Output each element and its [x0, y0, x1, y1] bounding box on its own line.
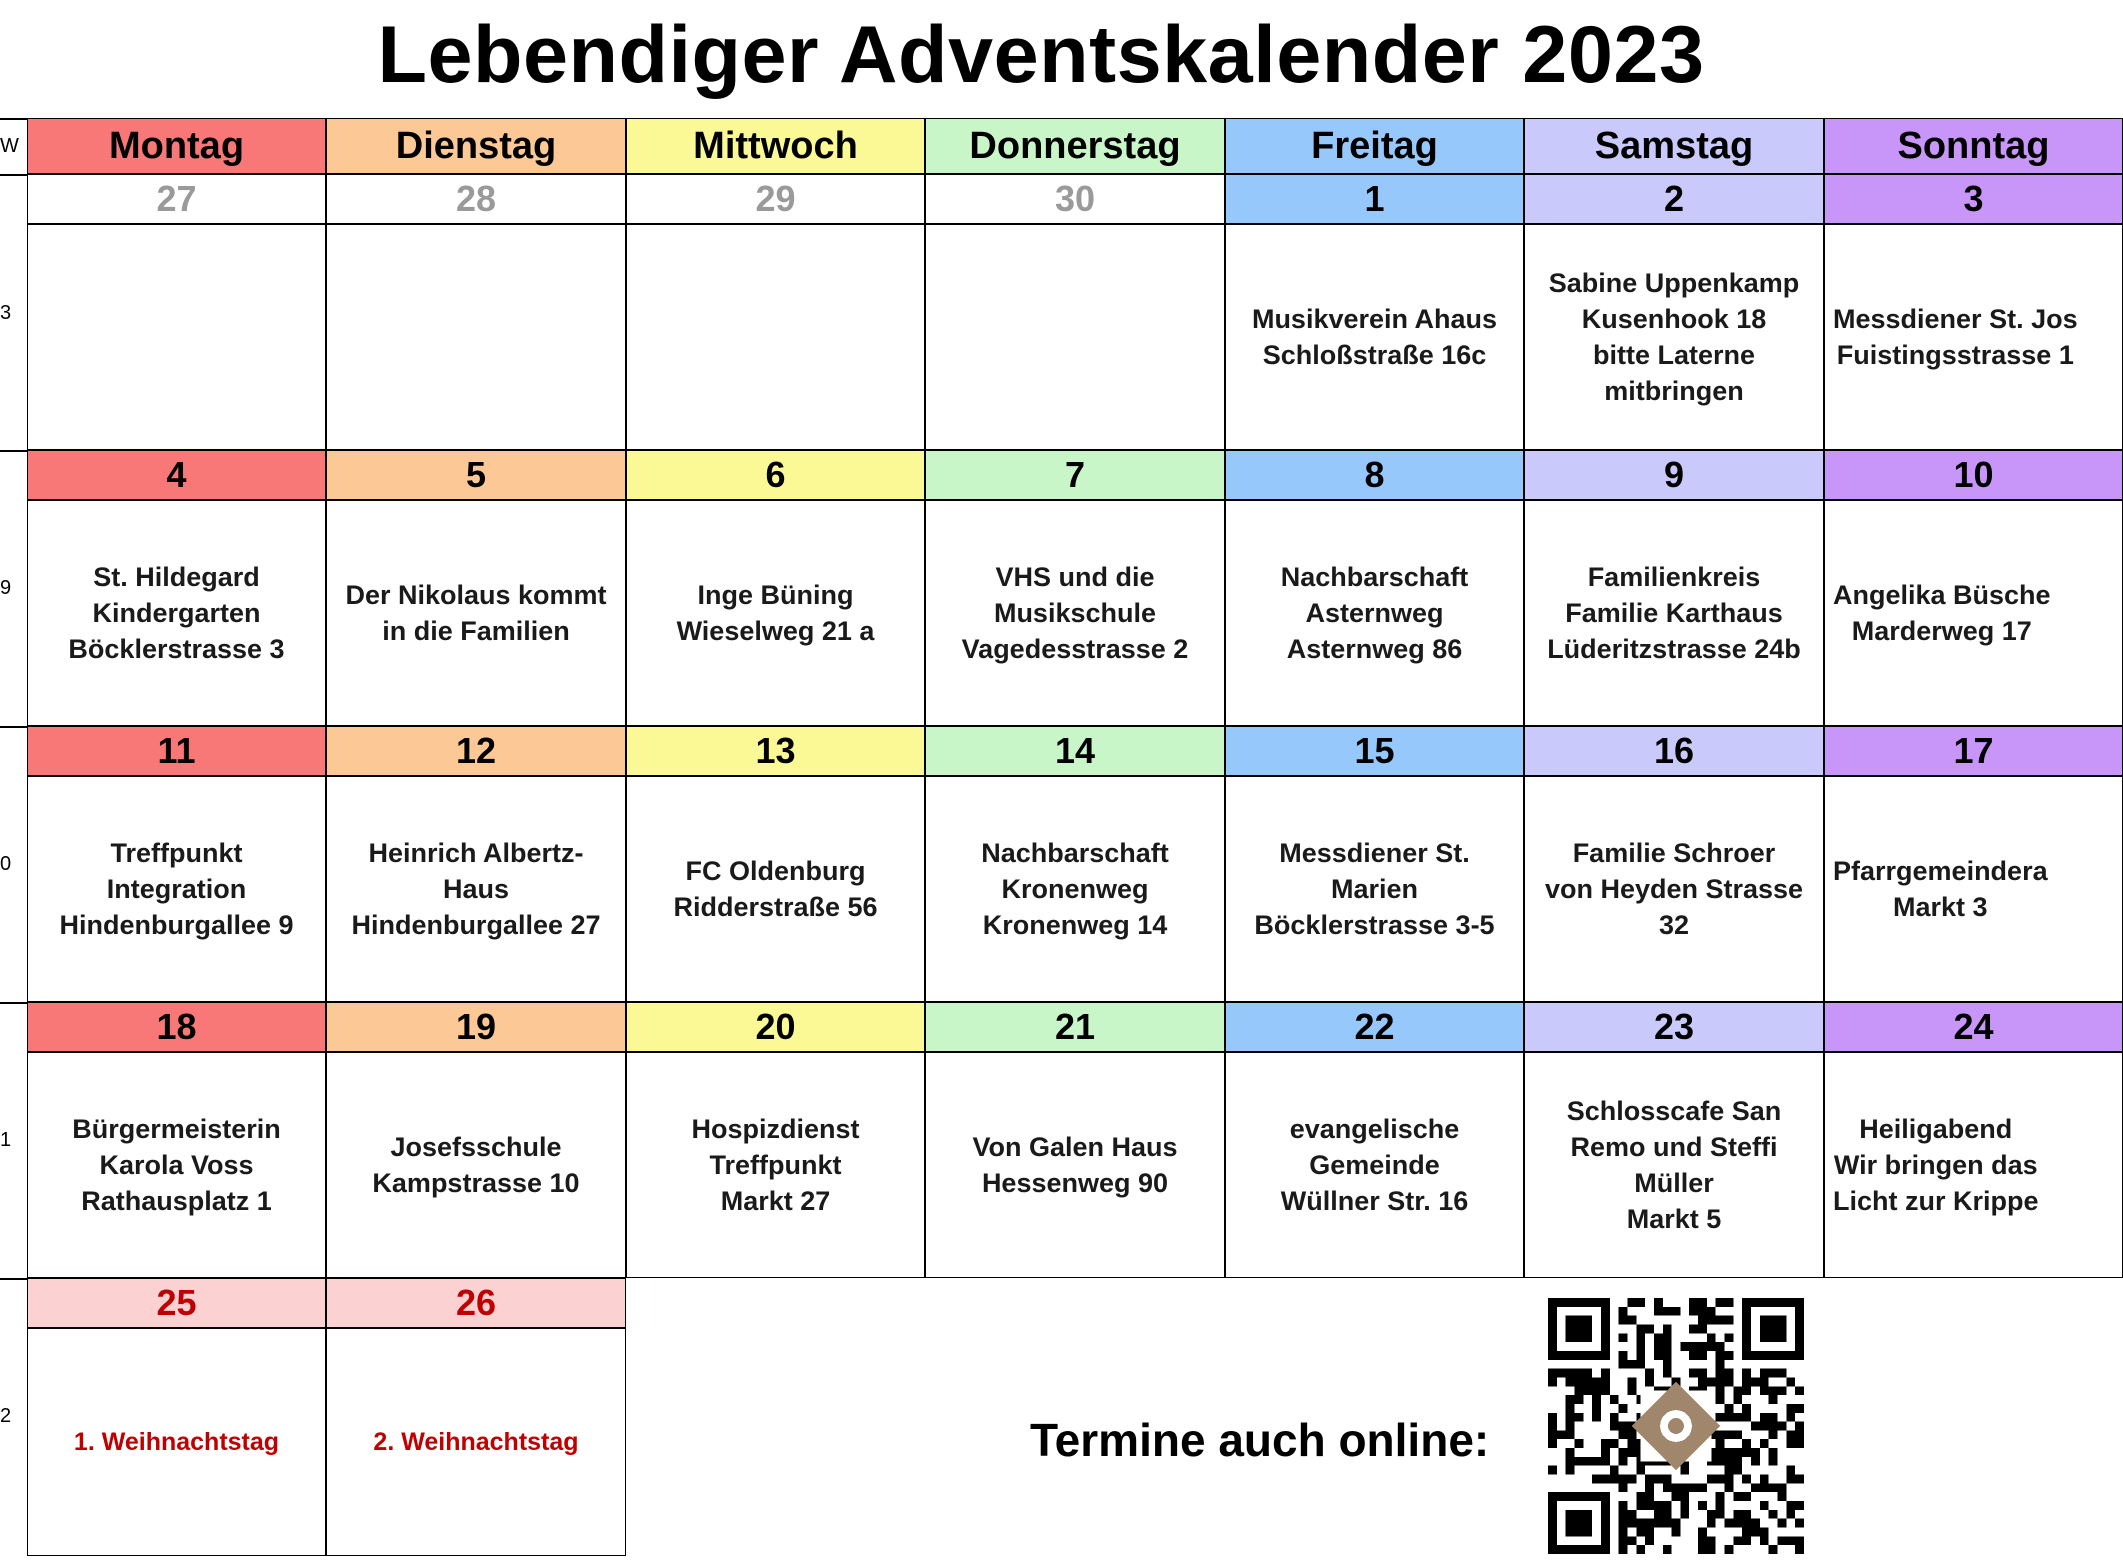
day-number: 16	[1524, 726, 1824, 776]
week-number: 2	[0, 1405, 12, 1427]
day-number: 4	[27, 450, 326, 500]
day-event: Musikverein Ahaus Schloßstraße 16c	[1225, 224, 1524, 450]
day-event: Nachbarschaft Asternweg Asternweg 86	[1225, 500, 1524, 726]
day-number: 10	[1824, 450, 2123, 500]
day-event: Treffpunkt Integration Hindenburgallee 9	[27, 776, 326, 1002]
day-event: Josefsschule Kampstrasse 10	[326, 1052, 626, 1278]
weekday-header-4: Freitag	[1225, 118, 1524, 174]
day-event: VHS und die Musikschule Vagedesstrasse 2	[925, 500, 1225, 726]
day-event: 2. Weihnachtstag	[326, 1328, 626, 1556]
day-event: Inge Büning Wieselweg 21 a	[626, 500, 925, 726]
day-number: 26	[326, 1278, 626, 1328]
week-number: 9	[0, 577, 12, 599]
day-number: 9	[1524, 450, 1824, 500]
day-number: 3	[1824, 174, 2123, 224]
day-number: 19	[326, 1002, 626, 1052]
day-number: 25	[27, 1278, 326, 1328]
calendar-title: Lebendiger Adventskalender 2023	[377, 10, 1705, 100]
day-event: Familie Schroer von Heyden Strasse 32	[1524, 776, 1824, 1002]
weekday-header-5: Samstag	[1524, 118, 1824, 174]
weekday-header-2: Mittwoch	[626, 118, 925, 174]
day-number: 22	[1225, 1002, 1524, 1052]
day-event: Messdiener St. Jos Fuistingsstrasse 1	[1824, 224, 2123, 450]
day-event: 1. Weihnachtstag	[27, 1328, 326, 1556]
day-event: Der Nikolaus kommt in die Familien	[326, 500, 626, 726]
online-label: Termine auch online:	[1030, 1414, 1490, 1466]
day-number: 1	[1225, 174, 1524, 224]
day-number: 11	[27, 726, 326, 776]
day-event	[27, 224, 326, 450]
left-edge-line	[0, 726, 27, 728]
day-number: 23	[1524, 1002, 1824, 1052]
week-number-header: W	[0, 135, 19, 157]
day-event: Familienkreis Familie Karthaus Lüderitzstrasse 24b	[1524, 500, 1824, 726]
day-number: 12	[326, 726, 626, 776]
day-event: Heinrich Albertz- Haus Hindenburgallee 27	[326, 776, 626, 1002]
day-event: Pfarrgemeindera Markt 3	[1824, 776, 2123, 1002]
day-event: Schlosscafe San Remo und Steffi Müller Markt 5	[1524, 1052, 1824, 1278]
day-number: 21	[925, 1002, 1225, 1052]
day-event: Nachbarschaft Kronenweg Kronenweg 14	[925, 776, 1225, 1002]
day-number: 14	[925, 726, 1225, 776]
left-edge-line	[0, 118, 27, 120]
weekday-header-0: Montag	[27, 118, 326, 174]
week-number: 1	[0, 1129, 12, 1151]
day-number: 24	[1824, 1002, 2123, 1052]
day-event	[326, 224, 626, 450]
day-event: Bürgermeisterin Karola Voss Rathausplatz 1	[27, 1052, 326, 1278]
day-number: 29	[626, 174, 925, 224]
week-number: 0	[0, 853, 12, 875]
day-number: 2	[1524, 174, 1824, 224]
day-event: Heiligabend Wir bringen das Licht zur Krippe	[1824, 1052, 2123, 1278]
day-number: 28	[326, 174, 626, 224]
day-event: Von Galen Haus Hessenweg 90	[925, 1052, 1225, 1278]
day-number: 7	[925, 450, 1225, 500]
qr-code-icon[interactable]	[1548, 1298, 1804, 1554]
day-event	[925, 224, 1225, 450]
day-number: 8	[1225, 450, 1524, 500]
day-event: Hospizdienst Treffpunkt Markt 27	[626, 1052, 925, 1278]
day-event: Sabine Uppenkamp Kusenhook 18 bitte Laterne mitbringen	[1524, 224, 1824, 450]
day-number: 13	[626, 726, 925, 776]
weekday-header-3: Donnerstag	[925, 118, 1225, 174]
weekday-header-6: Sonntag	[1824, 118, 2123, 174]
left-edge-line	[0, 450, 27, 452]
day-number: 18	[27, 1002, 326, 1052]
day-event: FC Oldenburg Ridderstraße 56	[626, 776, 925, 1002]
day-number: 6	[626, 450, 925, 500]
day-number: 30	[925, 174, 1225, 224]
day-number: 20	[626, 1002, 925, 1052]
day-event	[626, 224, 925, 450]
day-number: 27	[27, 174, 326, 224]
day-number: 15	[1225, 726, 1524, 776]
day-event: Messdiener St. Marien Böcklerstrasse 3-5	[1225, 776, 1524, 1002]
day-number: 5	[326, 450, 626, 500]
day-event: St. Hildegard Kindergarten Böcklerstrasse 3	[27, 500, 326, 726]
day-event: evangelische Gemeinde Wüllner Str. 16	[1225, 1052, 1524, 1278]
left-edge-line	[0, 1278, 27, 1280]
day-number: 17	[1824, 726, 2123, 776]
day-event: Angelika Büsche Marderweg 17	[1824, 500, 2123, 726]
left-edge-line	[0, 1002, 27, 1004]
left-edge-line	[0, 174, 27, 176]
week-number: 3	[0, 302, 12, 324]
weekday-header-1: Dienstag	[326, 118, 626, 174]
